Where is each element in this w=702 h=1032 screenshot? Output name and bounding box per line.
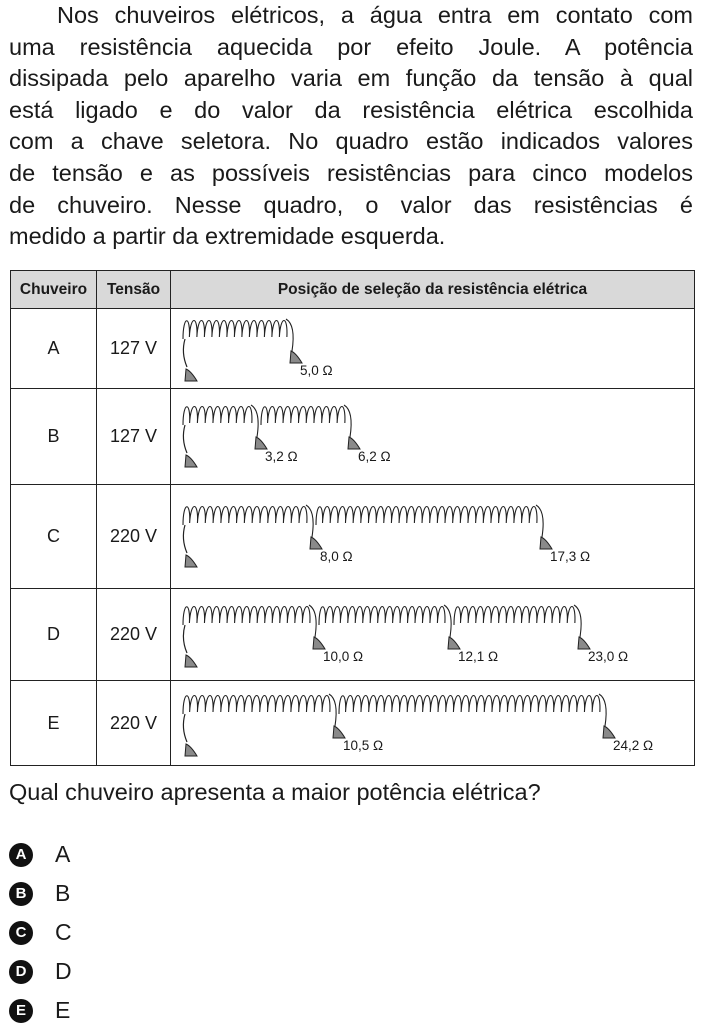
coil-segment <box>183 507 307 526</box>
contact-tap-icon <box>185 655 197 667</box>
contact-tap-icon <box>540 537 552 549</box>
coil-lead <box>183 525 187 553</box>
coil-diagram <box>171 589 695 681</box>
coil-segment <box>261 407 345 426</box>
option-letter-badge: D <box>9 960 33 984</box>
header-posicao: Posição de seleção da resistência elétrica <box>171 271 695 309</box>
coil-segment <box>183 696 330 715</box>
option-b[interactable] <box>9 874 72 913</box>
intro-line: uma resistência aquecida por efeito Joule. A potência <box>9 33 693 60</box>
option-letter-badge: A <box>9 843 33 867</box>
option-d[interactable] <box>9 952 72 991</box>
option-e[interactable] <box>9 991 72 1030</box>
shower-name: E <box>11 681 97 766</box>
table-row <box>11 485 695 589</box>
option-letter-badge: E <box>9 999 33 1023</box>
resistance-label: 10,5 Ω <box>343 738 384 753</box>
intro-line: medido a partir da extremidade esquerda. <box>9 223 446 250</box>
resistance-label: 24,2 Ω <box>613 738 654 753</box>
resistance-diagram <box>171 309 695 389</box>
resistance-label: 6,2 Ω <box>358 449 391 464</box>
option-c[interactable] <box>9 913 72 952</box>
shower-voltage: 127 V <box>97 389 171 485</box>
resistance-label: 10,0 Ω <box>323 649 364 664</box>
coil-diagram <box>171 389 695 485</box>
coil-lead <box>183 425 187 453</box>
resistance-label: 3,2 Ω <box>265 449 298 464</box>
coil-segment <box>183 407 252 426</box>
shower-table <box>10 270 695 766</box>
contact-tap-icon <box>313 637 325 649</box>
header-chuveiro: Chuveiro <box>11 271 97 309</box>
contact-tap-icon <box>255 437 267 449</box>
shower-name: C <box>11 485 97 589</box>
intro-line: de tensão e as possíveis resistências para cinco modelos <box>9 159 693 186</box>
intro-paragraph <box>9 0 693 253</box>
coil-segment <box>319 607 445 626</box>
header-tensao: Tensão <box>97 271 171 309</box>
coil-segment <box>183 321 287 340</box>
option-text: B <box>55 880 71 906</box>
intro-line: com a chave seletora. No quadro estão indicados valores <box>9 128 693 155</box>
shower-name: D <box>11 589 97 681</box>
contact-tap-icon <box>333 726 345 738</box>
contact-tap-icon <box>603 726 615 738</box>
resistance-label: 17,3 Ω <box>550 549 591 564</box>
shower-name: B <box>11 389 97 485</box>
option-text: C <box>55 919 72 945</box>
contact-tap-icon <box>448 637 460 649</box>
coil-diagram <box>171 309 695 389</box>
coil-lead <box>183 625 187 653</box>
contact-tap-icon <box>290 351 302 363</box>
table-row <box>11 389 695 485</box>
coil-segment <box>183 607 310 626</box>
resistance-diagram <box>171 485 695 589</box>
option-text: A <box>55 841 71 867</box>
resistance-diagram <box>171 389 695 485</box>
table-row <box>11 309 695 389</box>
contact-tap-icon <box>185 455 197 467</box>
table-row <box>11 589 695 681</box>
resistance-label: 5,0 Ω <box>300 363 333 378</box>
shower-voltage: 220 V <box>97 589 171 681</box>
resistance-diagram <box>171 589 695 681</box>
intro-line: está ligado e do valor da resistência elétrica escolhida <box>9 96 693 123</box>
intro-line: de chuveiro. Nesse quadro, o valor das resistências é <box>9 191 693 218</box>
coil-segment <box>454 607 575 626</box>
contact-tap-icon <box>310 537 322 549</box>
resistance-label: 12,1 Ω <box>458 649 499 664</box>
contact-tap-icon <box>185 555 197 567</box>
table-header-row <box>11 271 695 309</box>
shower-name: A <box>11 309 97 389</box>
intro-line: dissipada pelo aparelho varia em função da tensão à qual <box>9 65 693 92</box>
coil-lead <box>183 714 187 742</box>
coil-segment <box>316 507 537 526</box>
coil-diagram <box>171 485 695 589</box>
coil-diagram <box>171 681 695 766</box>
intro-line: Nos chuveiros elétricos, a água entra em contato com <box>57 2 693 28</box>
contact-tap-icon <box>348 437 360 449</box>
shower-voltage: 220 V <box>97 681 171 766</box>
resistance-diagram <box>171 681 695 766</box>
coil-segment <box>339 696 600 715</box>
resistance-label: 8,0 Ω <box>320 549 353 564</box>
resistance-label: 23,0 Ω <box>588 649 629 664</box>
contact-tap-icon <box>185 744 197 756</box>
table-row <box>11 681 695 766</box>
question-text: Qual chuveiro apresenta a maior potência elétrica? <box>9 779 541 805</box>
contact-tap-icon <box>578 637 590 649</box>
option-text: D <box>55 958 72 984</box>
contact-tap-icon <box>185 369 197 381</box>
option-letter-badge: B <box>9 882 33 906</box>
coil-lead <box>183 339 187 367</box>
answer-options <box>9 835 72 1030</box>
option-text: E <box>55 997 71 1023</box>
option-a[interactable] <box>9 835 72 874</box>
shower-voltage: 220 V <box>97 485 171 589</box>
shower-voltage: 127 V <box>97 309 171 389</box>
option-letter-badge: C <box>9 921 33 945</box>
